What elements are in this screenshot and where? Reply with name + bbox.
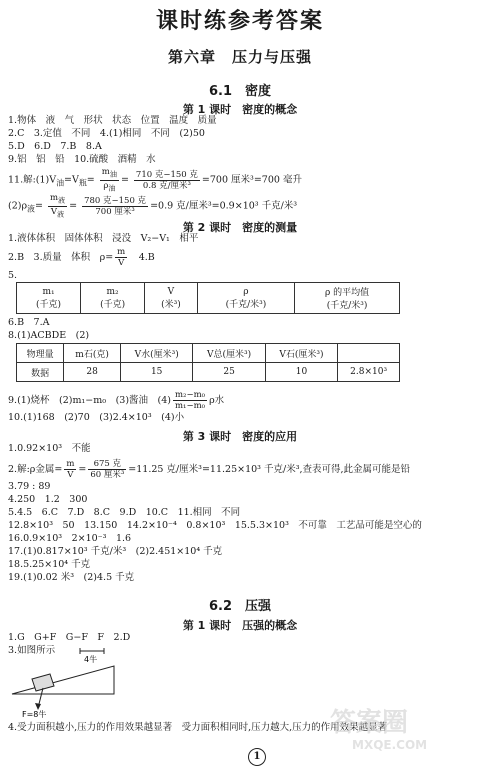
answer-line: 4.受力面积越小,压力的作用效果越显著 受力面积相同时,压力越大,压力的作用效果越显著 bbox=[8, 722, 388, 733]
table-cell: 数据 bbox=[17, 363, 64, 382]
answer-line-11: 11.解$:(1)V_油=V_瓶=$ $\frac{m_油}{\rho_油}$ = $\frac{\text{710 克−150 克}}{\text{0.8 克/厘米³}}$ =700 厘米³=700 毫升 bbox=[8, 167, 302, 193]
section-heading-6-2: 6.2 压强 bbox=[208, 599, 272, 614]
answer-line: 3.如图所示 bbox=[8, 645, 56, 656]
table-cell: 10 bbox=[265, 363, 337, 382]
answer-line: 2.解:ρ金属= $\frac{m}{V}$ = $\frac{\text{675 克}}{\text{60 厘米³}}$ =11.25 克/厘米³=11.25×10³ 千克/米³,查表可得,此金属可能是铅 bbox=[8, 459, 411, 480]
table-header: m₁ (千克) bbox=[17, 283, 81, 314]
lesson-heading-4: 第 1 课时 压强的概念 bbox=[182, 619, 298, 632]
watermark-url: MXQE.COM bbox=[352, 738, 428, 752]
answer-line: 18.5.25×10⁴ 千克 bbox=[8, 559, 91, 570]
data-table bbox=[16, 343, 400, 382]
answer-line: 1.液体体积 固体体积 浸没 V₂−V₁ 相平 bbox=[8, 233, 199, 244]
answer-line: 16.0.9×10³ 2×10⁻³ 1.6 bbox=[8, 533, 132, 544]
answer-line: 1.G G+F G−F F 2.D bbox=[8, 632, 131, 643]
answer-line: 12.8×10³ 50 13.150 14.2×10⁻⁴ 0.8×10³ 15.5.3×10³ 不可靠 工艺品可能是空心的 bbox=[8, 520, 422, 531]
fraction: $\frac{m_油}{\rho_油}$ bbox=[101, 167, 117, 193]
fraction: $\frac{m}{V}$ bbox=[117, 247, 126, 268]
table-header: V (米³) bbox=[145, 283, 198, 314]
answer-line: 19.(1)0.02 米³ (2)4.5 千克 bbox=[8, 572, 135, 583]
table-cell: 28 bbox=[64, 363, 121, 382]
watermark-logo: 答案圈 bbox=[330, 708, 409, 738]
lesson-heading-3: 第 3 课时 密度的应用 bbox=[182, 430, 298, 443]
section-heading-6-1: 6.1 密度 bbox=[208, 84, 272, 99]
measurement-table bbox=[16, 282, 400, 314]
answer-line: 3.79 : 89 bbox=[8, 481, 51, 492]
table-header: m₂ (千克) bbox=[81, 283, 145, 314]
answer-line: 10.(1)168 (2)70 (3)2.4×10³ (4)小 bbox=[8, 412, 185, 423]
table-header: V石(厘米³) bbox=[265, 344, 337, 363]
incline bbox=[12, 666, 114, 694]
lesson-heading-2: 第 2 课时 密度的测量 bbox=[182, 221, 298, 234]
lesson-heading-1: 第 1 课时 密度的概念 bbox=[182, 103, 298, 116]
answer-line: 9.铝 铝 铅 10.硫酸 酒精 水 bbox=[8, 154, 156, 165]
answer-line: 4.250 1.2 300 bbox=[8, 494, 88, 505]
answer-line-11-2: $(2)\rho_液=$ $\frac{m_液}{V_液}$ = $\frac{\text{780 克−150 克}}{\text{700 厘米³}}$ =0.9 克/厘米³=0.9×10³ 千克/米³ bbox=[8, 193, 298, 219]
table-cell: 15 bbox=[120, 363, 192, 382]
page-title: 课时练参考答案 bbox=[155, 9, 324, 34]
table-cell: 25 bbox=[193, 363, 265, 382]
fraction: $\frac{\text{675 克}}{\text{60 厘米³}}$ bbox=[90, 459, 125, 480]
table-header bbox=[338, 344, 400, 363]
fraction: $\frac{m}{V}$ bbox=[66, 459, 75, 480]
answer-line: 9.(1)烧杯 (2)m₁−m₀ (3)酱油 (4) $\frac{\text{m₂−m₀}}{\text{m₁−m₀}}$ ρ水 bbox=[8, 390, 225, 411]
page-number: 1 bbox=[248, 748, 266, 766]
force-diagram bbox=[10, 646, 130, 718]
table-header: 物理量 bbox=[17, 344, 64, 363]
fraction: $\frac{\text{780 克−150 克}}{\text{700 厘米³}}$ bbox=[84, 195, 147, 217]
scale-label: 4牛 bbox=[84, 655, 98, 664]
answer-line: 1.物体 液 气 形状 状态 位置 温度 质量 bbox=[8, 115, 217, 126]
chapter-heading: 第六章 压力与压强 bbox=[167, 48, 312, 66]
table-header: m石(克) bbox=[64, 344, 121, 363]
answer-line: 5. bbox=[8, 270, 18, 281]
answer-line: 2.C 3.定值 不同 4.(1)相同 不同 (2)50 bbox=[8, 128, 205, 139]
answer-line: 5.4.5 6.C 7.D 8.C 9.D 10.C 11.相同 不同 bbox=[8, 507, 241, 518]
answer-line: 6.B 7.A bbox=[8, 317, 50, 328]
table-header: ρ (千克/米³) bbox=[197, 283, 294, 314]
table-header: ρ 的平均值 (千克/米³) bbox=[295, 283, 400, 314]
fraction: $\frac{\text{m₂−m₀}}{\text{m₁−m₀}}$ bbox=[175, 390, 206, 411]
fraction: $\frac{m_液}{V_液}$ bbox=[49, 193, 66, 219]
answer-line: 2.B 3.质量 体积 ρ= $\frac{m}{V}$ 4.B bbox=[8, 247, 155, 268]
answer-line: 5.D 6.D 7.B 8.A bbox=[8, 141, 102, 152]
answer-line: 8.(1)ACBDE (2) bbox=[8, 330, 90, 341]
force-label: F=8牛 bbox=[22, 710, 47, 718]
table-header: V水(厘米³) bbox=[120, 344, 192, 363]
table-cell: 2.8×10³ bbox=[338, 363, 400, 382]
fraction: $\frac{\text{710 克−150 克}}{\text{0.8 克/厘米³}}$ bbox=[135, 169, 198, 191]
table-header: V总(厘米³) bbox=[193, 344, 265, 363]
answer-line: 1.0.92×10³ 不能 bbox=[8, 443, 91, 454]
answer-line: 17.(1)0.817×10³ 千克/米³ (2)2.451×10⁴ 千克 bbox=[8, 546, 223, 557]
